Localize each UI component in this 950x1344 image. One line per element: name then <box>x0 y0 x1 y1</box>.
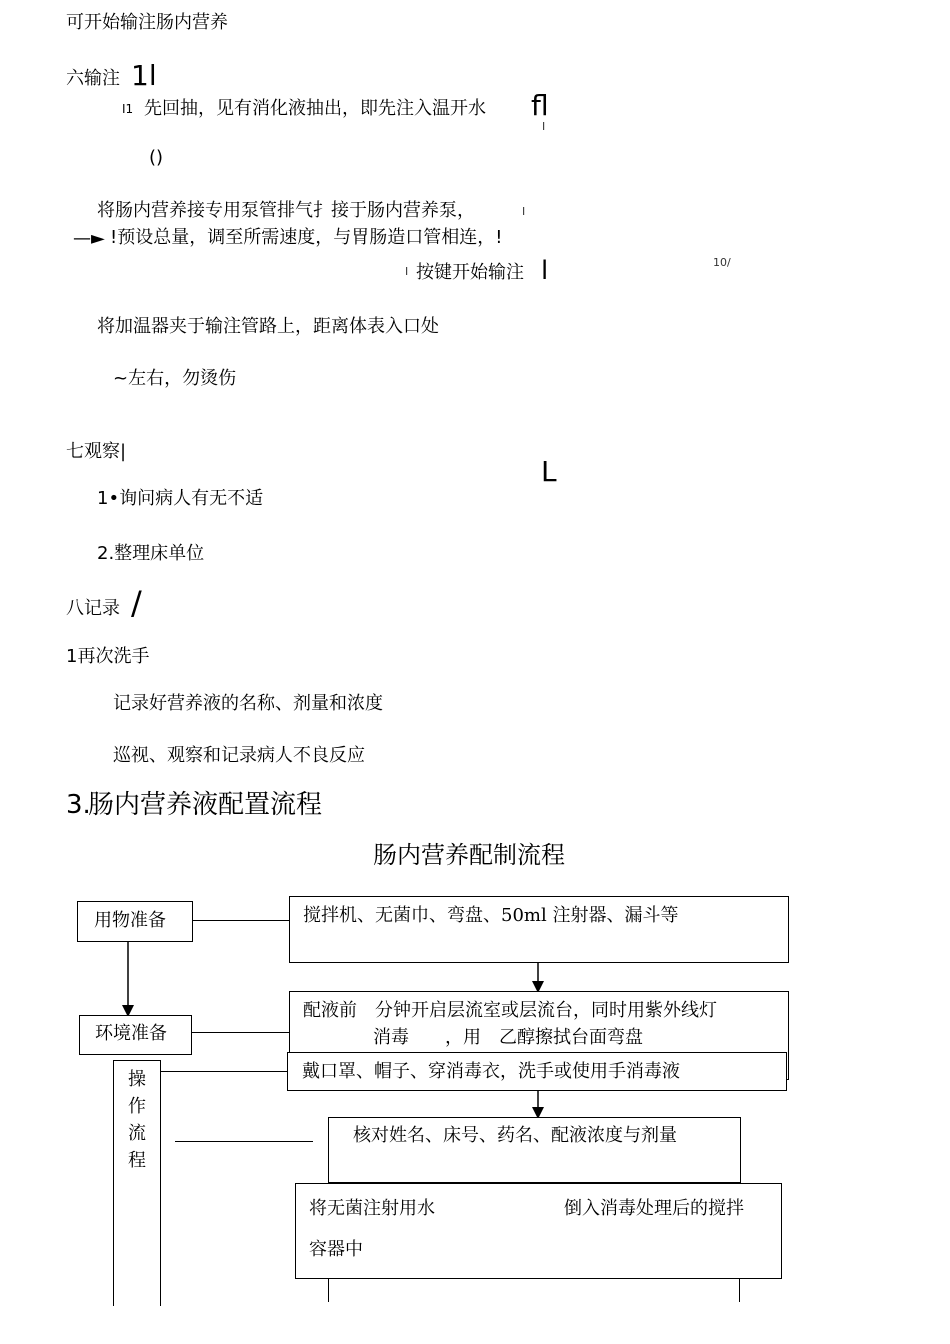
mark-observe: L <box>541 455 557 488</box>
step-start: 按键开始输注 <box>416 262 524 283</box>
step-preset: !预设总量，调至所需速度，与胃肠造口管相连，! <box>110 227 503 248</box>
mark-aspirate-sub: I <box>542 120 546 133</box>
step-prefix: I1 <box>122 102 134 116</box>
step-start-prefix: I <box>405 265 409 278</box>
box-materials-desc <box>289 896 789 963</box>
box-environment-desc-line2: 消毒 ，用 乙醇擦拭台面弯盘 <box>373 1027 643 1048</box>
box-pour-desc-part-b: 倒入消毒处理后的搅拌 <box>564 1198 744 1219</box>
step-patrol: 巡视、观察和记录病人不良反应 <box>113 745 365 766</box>
box-check-desc <box>328 1117 741 1183</box>
step-tidy-bed: 2.整理床单位 <box>97 543 205 564</box>
mark-aspirate: fl <box>531 89 549 122</box>
box-pour-desc-part-a: 将无菌注射用水 <box>309 1198 435 1219</box>
step-connect-pump: 将肠内营养接专用泵管排气扌接于肠内营养泵， <box>97 200 475 221</box>
box-operation-process <box>113 1060 161 1306</box>
box-environment-desc-line1: 配液前 分钟开启层流室或层流台，同时用紫外线灯 <box>303 1000 717 1021</box>
box-environment-prep-label: 环境准备 <box>95 1023 167 1044</box>
box-operation-char-4: 程 <box>128 1150 146 1171</box>
box-environment-prep <box>79 1015 192 1055</box>
box-dress-desc <box>287 1052 787 1091</box>
step-record-solution: 记录好营养液的名称、剂量和浓度 <box>113 693 383 714</box>
box-operation-char-1: 操 <box>128 1069 146 1090</box>
step-ask-patient: 1•询问病人有无不适 <box>97 488 264 509</box>
box-operation-char-3: 流 <box>128 1123 146 1144</box>
section-title: 肠内营养液配置流程 <box>88 790 323 820</box>
mark-infusion: 1l <box>131 59 157 92</box>
box-operation-char-2: 作 <box>128 1096 146 1117</box>
arrow-mark: —► <box>73 228 105 249</box>
heading-infusion: 六输注 <box>66 68 120 89</box>
box-pour-desc-line2: 容器中 <box>309 1239 363 1260</box>
mark-record: / <box>131 584 142 622</box>
box-materials-prep-label: 用物准备 <box>94 910 166 931</box>
box-check-desc-text: 核对姓名、床号、药名、配液浓度与剂量 <box>353 1125 677 1146</box>
line-start-infusion: 可开始输注肠内营养 <box>66 12 228 33</box>
step-warmer: 将加温器夹于输注管路上，距离体表入口处 <box>97 316 439 337</box>
step-warmer-cont: ~左右，勿烫伤 <box>113 368 237 389</box>
corner-number: 10/ <box>713 256 731 269</box>
box-materials-prep <box>77 901 193 942</box>
flowchart-title: 肠内营养配制流程 <box>373 841 565 869</box>
step-aspirate: 先回抽，见有消化液抽出，即先注入温开水 <box>144 98 486 119</box>
heading-observe: 七观察| <box>66 441 127 462</box>
box-pour-desc <box>295 1183 782 1279</box>
box-dress-desc-text: 戴口罩、帽子、穿消毒衣，洗手或使用手消毒液 <box>302 1061 680 1082</box>
box-materials-desc-text: 搅拌机、无菌巾、弯盘、50ml 注射器、漏斗等 <box>303 905 679 926</box>
parentheses: () <box>149 147 164 168</box>
mark-connect-pump: I <box>522 205 526 218</box>
section-number: 3. <box>66 790 91 820</box>
mark-start: l <box>541 256 549 286</box>
heading-record: 八记录 <box>66 598 120 619</box>
step-wash-hands: 1再次洗手 <box>66 646 150 667</box>
